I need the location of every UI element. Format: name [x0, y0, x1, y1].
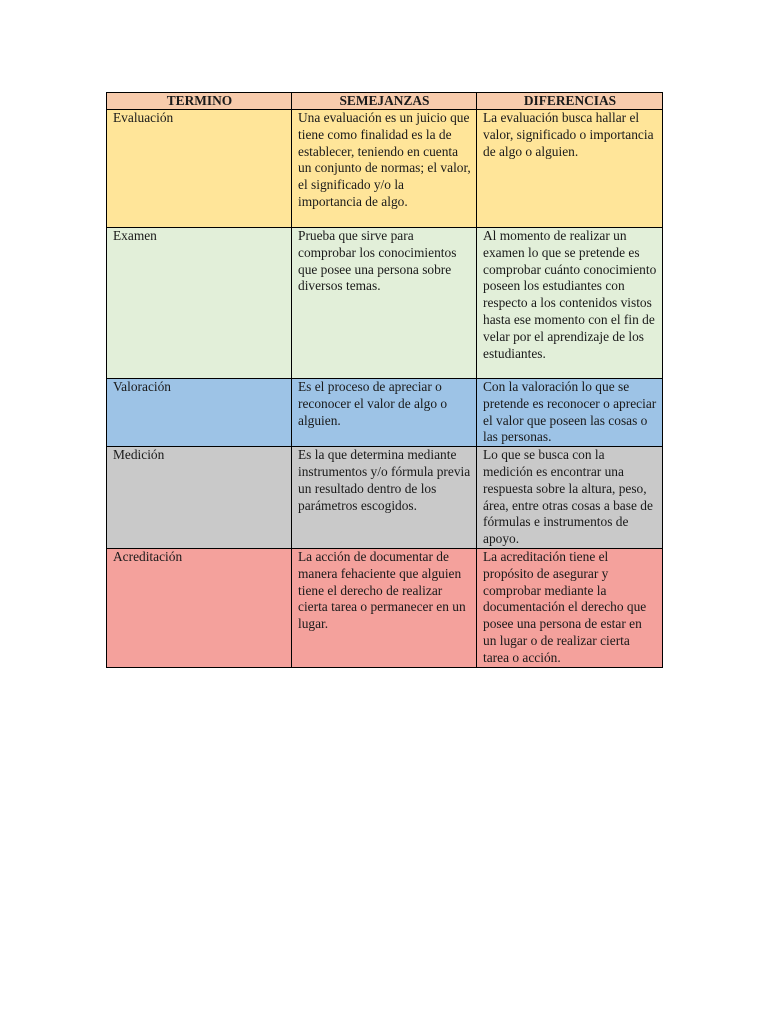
cell-semejanzas: Prueba que sirve para comprobar los conocimientos que posee una persona sobre diversos temas. — [292, 228, 477, 379]
cell-semejanzas: Una evaluación es un juicio que tiene como finalidad es la de establecer, teniendo en cuenta un conjunto de normas; el valor, el significado y/o la importancia de algo. — [292, 110, 477, 228]
cell-diferencias: Lo que se busca con la medición es encontrar una respuesta sobre la altura, peso, área, entre otras cosas a base de fórmulas e instrumentos de apoyo. — [477, 447, 663, 549]
table-row — [107, 379, 663, 447]
table-row — [107, 447, 663, 549]
table-row — [107, 228, 663, 379]
comparison-table-container — [106, 92, 662, 668]
header-termino: TERMINO — [107, 93, 292, 110]
cell-termino: Valoración — [107, 379, 292, 447]
header-diferencias: DIFERENCIAS — [477, 93, 663, 110]
cell-termino: Acreditación — [107, 548, 292, 667]
cell-diferencias: La evaluación busca hallar el valor, significado o importancia de algo o alguien. — [477, 110, 663, 228]
cell-semejanzas: Es la que determina mediante instrumentos y/o fórmula previa un resultado dentro de los parámetros escogidos. — [292, 447, 477, 549]
cell-semejanzas: Es el proceso de apreciar o reconocer el valor de algo o alguien. — [292, 379, 477, 447]
cell-diferencias: Al momento de realizar un examen lo que se pretende es comprobar cuánto conocimiento poseen los estudiantes con respecto a los contenidos vistos hasta ese momento con el fin de velar por el aprendizaje de los estudiantes. — [477, 228, 663, 379]
cell-termino: Examen — [107, 228, 292, 379]
cell-diferencias: La acreditación tiene el propósito de asegurar y comprobar mediante la documentación el derecho que posee una persona de estar en un lugar o de realizar cierta tarea o acción. — [477, 548, 663, 667]
table-header-row — [107, 93, 663, 110]
cell-diferencias: Con la valoración lo que se pretende es reconocer o apreciar el valor que poseen las cosas o las personas. — [477, 379, 663, 447]
cell-termino: Evaluación — [107, 110, 292, 228]
table-row — [107, 110, 663, 228]
cell-termino: Medición — [107, 447, 292, 549]
table-row — [107, 548, 663, 667]
cell-semejanzas: La acción de documentar de manera fehaciente que alguien tiene el derecho de realizar cierta tarea o permanecer en un lugar. — [292, 548, 477, 667]
comparison-table — [106, 92, 663, 668]
header-semejanzas: SEMEJANZAS — [292, 93, 477, 110]
